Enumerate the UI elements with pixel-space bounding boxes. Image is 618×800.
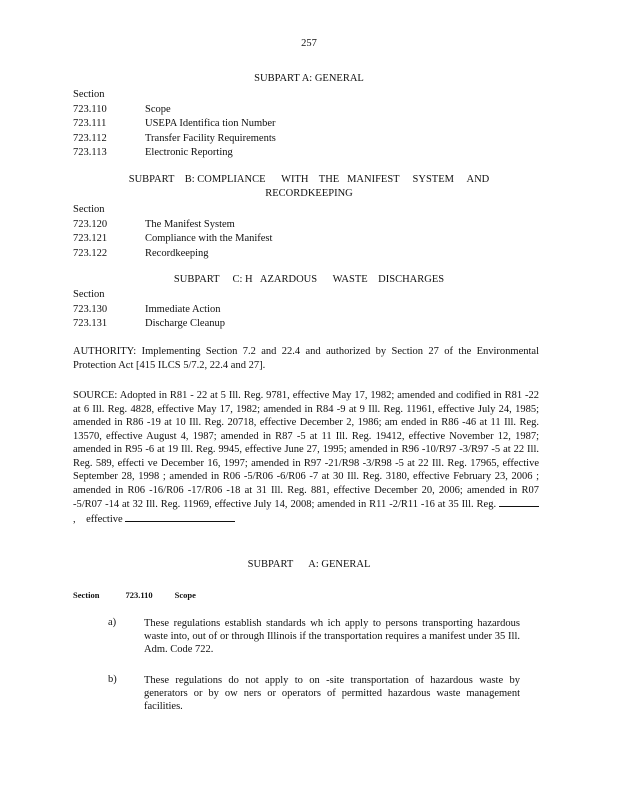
blank-effective-date — [125, 512, 235, 522]
blank-register-page — [499, 497, 539, 507]
item-text-a: These regulations establish standards wh ich apply to persons transporting hazardous waste into, out of or through Illinois if the transportation requires a manifest under 35 Ill. Adm. Code 722. — [144, 618, 520, 655]
authority-note: AUTHORITY: Implementing Section 7.2 and 22.4 and authorized by Section 27 of the Environmental Protection Act [415 ILCS 5/7.2, 22.4 and 27]. — [73, 346, 539, 371]
subpart-a-heading: SUBPART A: GENERAL — [254, 73, 364, 84]
section-column-label: Section — [73, 289, 105, 300]
toc-row: 723.120 The Manifest System — [73, 218, 235, 230]
item-text-b: These regulations do not apply to on -site transportation of hazardous waste by generators or by ow ners or operators of permitted hazardous waste management facilities. — [144, 675, 520, 712]
toc-row: 723.111 USEPA Identifica tion Number — [73, 118, 276, 129]
source-note: SOURCE: Adopted in R81 - 22 at 5 Ill. Reg. 9781, effective May 17, 1982; amended and codified in R81 -22 at 6 Ill. Reg. 4828, effective May 17, 1982; amended in R84 -9 at 9 Ill. Reg. 11961, effective July 24, 1985; amended in R86 -19 at 10 Ill. Reg. 20718, effective December 2, 1986; am ended in R86 -46 at 11 Ill. Reg. 13570, effective August 4, 1987; amended in R87 -5 at 11 Ill. Reg. 19412, effective November 12, 1987; amended in R95 -6 at 19 Ill. Reg. 9945, effective June 27, 1995; amended in R96 -10/R97 -3/R97 -5 at 22 Ill. Reg. 589, effecti ve December 16, 1997; amended in R97 -21/R98 -3/R98 -5 at 22 Ill. Reg. 17965, effective September 28, 1998 ; amended in R06 -5/R06 -6/R06 -7 at 30 Ill. Reg. 3180, effective February 23, 2006 ; amended in R06 -16/R06 -17/R06 -18 at 31 Ill. Reg. 881, effective December 20, 2006; amended in R07 -5/R07 -14 at 32 Ill. Reg. 11969, effective July 14, 2008; amended in R11 -2/R11 -16 at 35 Ill. Reg. , effective — [73, 390, 539, 525]
toc-row: 723.130 Immediate Action — [73, 303, 221, 315]
subpart-b-heading-cont: RECORDKEEPING — [265, 188, 353, 199]
toc-row: 723.131 Discharge Cleanup — [73, 318, 225, 329]
subpart-b-toc — [73, 203, 513, 261]
toc-row: 723.110 Scope — [73, 103, 171, 115]
item-letter-b: b) — [108, 674, 117, 685]
page-number: 257 — [301, 38, 317, 49]
toc-row: 723.112 Transfer Facility Requirements — [73, 132, 276, 144]
toc-row: 723.122 Recordkeeping — [73, 247, 209, 259]
section-heading: Section 723.110 Scope — [73, 590, 196, 600]
subpart-c-toc — [73, 288, 513, 332]
subpart-a-toc — [73, 88, 513, 161]
item-letter-a: a) — [108, 617, 117, 628]
subpart-c-heading: SUBPART C: H AZARDOUS WASTE DISCHARGES — [173, 274, 445, 285]
toc-row: 723.121 Compliance with the Manifest — [73, 233, 273, 244]
section-column-label: Section — [73, 89, 105, 100]
subpart-b-heading: SUBPART B: COMPLIANCE WITH THE MANIFEST SYSTEM AND — [128, 174, 490, 185]
section-column-label: Section — [73, 204, 105, 215]
toc-row: 723.113 Electronic Reporting — [73, 147, 233, 158]
subpart-a-body-heading: SUBPART A: GENERAL — [247, 559, 371, 570]
